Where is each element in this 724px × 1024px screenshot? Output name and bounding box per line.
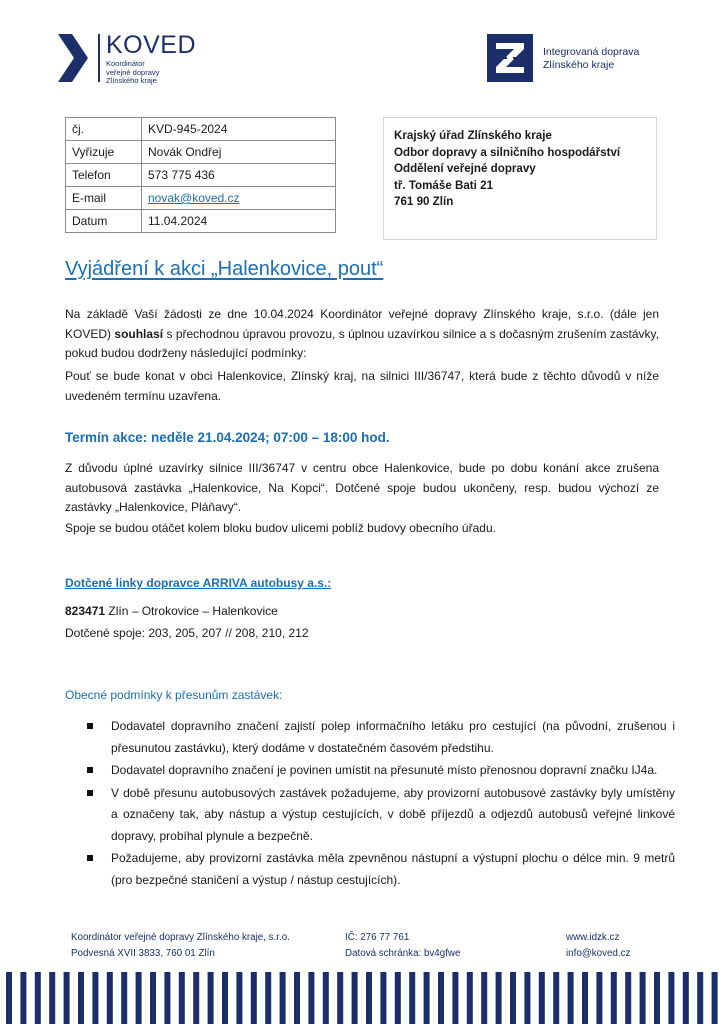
stripe — [582, 972, 588, 1024]
stripe — [280, 972, 286, 1024]
stripe — [35, 972, 41, 1024]
idzk-logo-text: Integrovaná doprava Zlínského kraje — [543, 46, 640, 71]
affected-line: 823471 Zlín – Otrokovice – Halenkovice — [65, 604, 278, 618]
decorative-stripes — [0, 968, 724, 1024]
general-conditions-heading: Obecné podmínky k přesunům zastávek: — [65, 688, 283, 702]
document-title: Vyjádření k akci „Halenkovice, pout“ — [65, 258, 384, 280]
list-item: V době přesunu autobusových zastávek požadujeme, aby provizorní autobusové zastávky byly umístěny a označeny tak, aby nástup a výstup cestujících, v době příjezdů a odjezdů autobusů veřejné linkové dopravy, probíhal plynule a bezpečně. — [83, 783, 675, 848]
stripe — [150, 972, 156, 1024]
list-item: Dodavatel dopravního značení je povinen umístit na přesunuté místo přenosnou dopravní značku IJ4a. — [83, 760, 675, 782]
email-cell — [142, 187, 336, 210]
stripe — [596, 972, 602, 1024]
stripe — [712, 972, 718, 1024]
table-row — [66, 141, 336, 164]
stripe — [92, 972, 98, 1024]
stripe — [395, 972, 401, 1024]
reference-info-table — [65, 117, 336, 233]
stripe — [352, 972, 358, 1024]
stripe — [668, 972, 674, 1024]
bullet-square-icon — [87, 767, 93, 773]
phone-label: Telefon — [66, 164, 142, 187]
bullet-square-icon — [87, 855, 93, 861]
stripe — [208, 972, 214, 1024]
conditions-list — [83, 716, 675, 892]
stripe — [481, 972, 487, 1024]
footer-ids: IČ: 276 77 761 Datová schránka: bv4gfwe — [345, 932, 461, 959]
idzk-logo — [487, 34, 667, 84]
stripe — [251, 972, 257, 1024]
table-row — [66, 164, 336, 187]
address-line: Krajský úřad Zlínského kraje — [394, 129, 552, 142]
stripe — [164, 972, 170, 1024]
footer-company: Koordinátor veřejné dopravy Zlínského kraje, s.r.o. Podvesná XVII 3833, 760 01 Zlín — [71, 932, 290, 959]
closure-paragraph: Z důvodu úplné uzavírky silnice III/36747 v centru obce Halenkovice, bude po dobu konání akce zrušena autobusová zastávka „Halenkovice, Na Kopci“. Dotčené spoje budou ukončeny, resp. budou výchozí ze zastávky „Halenkovice, Pláňavy“. — [65, 461, 659, 514]
stripe — [409, 972, 415, 1024]
list-item: Dodavatel dopravního značení zajistí polep informačního letáku pro cestující (na původní, zrušenou i přesunutou zastávku), který dodáme v dostatečném časovém předstihu. — [83, 716, 675, 759]
recipient-address — [383, 117, 657, 240]
list-item: Požadujeme, aby provizorní zastávka měla zpevněnou nástupní a výstupní plochu o délce min. 9 metrů (pro bezpečné staničení a výstup / nástup cestujících). — [83, 848, 675, 891]
koved-logo-name: KOVED — [106, 31, 197, 59]
idzk-z-logo-icon — [487, 34, 533, 82]
stripe — [265, 972, 271, 1024]
stripe — [366, 972, 372, 1024]
stripe — [524, 972, 530, 1024]
stripe — [568, 972, 574, 1024]
event-date-heading: Termín akce: neděle 21.04.2024; 07:00 – 18:00 hod. — [65, 430, 390, 445]
handler-label: Vyřizuje — [66, 141, 142, 164]
koved-logo — [58, 31, 197, 86]
footer-contacts — [566, 930, 630, 961]
affected-trips: Dotčené spoje: 203, 205, 207 // 208, 210, 212 — [65, 626, 309, 640]
stripe — [611, 972, 617, 1024]
stripe — [467, 972, 473, 1024]
phone-value: 573 775 436 — [142, 164, 336, 187]
stripe — [337, 972, 343, 1024]
table-row — [66, 210, 336, 233]
stripe — [323, 972, 329, 1024]
stripe — [136, 972, 142, 1024]
handler-value: Novák Ondřej — [142, 141, 336, 164]
stripe — [294, 972, 300, 1024]
bullet-square-icon — [87, 723, 93, 729]
stripe — [654, 972, 660, 1024]
table-row — [66, 118, 336, 141]
stripe — [496, 972, 502, 1024]
stripe — [193, 972, 199, 1024]
stripe — [6, 972, 12, 1024]
stripe — [380, 972, 386, 1024]
logo-divider — [98, 34, 100, 82]
date-label: Datum — [66, 210, 142, 233]
stripe — [236, 972, 242, 1024]
stripe — [510, 972, 516, 1024]
email-label: E-mail — [66, 187, 142, 210]
chevron-logo-icon — [58, 34, 94, 82]
event-location-paragraph: Pouť se bude konat v obci Halenkovice, Zlínský kraj, na silnici III/36747, která bude z těchto důvodů v níže uvedeném termínu uzavřena. — [65, 369, 659, 403]
stripe — [424, 972, 430, 1024]
footer-email-link[interactable]: info@koved.cz — [566, 947, 631, 959]
ref-value: KVD-945-2024 — [142, 118, 336, 141]
intro-paragraph: Na základě Vaší žádosti ze dne 10.04.2024 Koordinátor veřejné dopravy Zlínského kraje, s.r.o. (dále jen KOVED) souhlasí s přechodnou úpravou provozu, s úplnou uzavírkou silnice a s dočasným zrušením zastávky, pokud budou dodrženy následující podmínky: — [65, 307, 659, 360]
stripe — [539, 972, 545, 1024]
stripe — [683, 972, 689, 1024]
stripe — [179, 972, 185, 1024]
footer-web-link[interactable]: www.idzk.cz — [566, 932, 620, 943]
stripe — [697, 972, 703, 1024]
koved-logo-subtitle: Koordinátor veřejné dopravy Zlínského kraje — [106, 59, 160, 86]
stripe — [452, 972, 458, 1024]
table-row — [66, 187, 336, 210]
ref-label: čj. — [66, 118, 142, 141]
address-line: tř. Tomáše Bati 21 — [394, 178, 494, 192]
stripe — [20, 972, 26, 1024]
stripe — [640, 972, 646, 1024]
date-value: 11.04.2024 — [142, 210, 336, 233]
stripe — [78, 972, 84, 1024]
address-line: 761 90 Zlín — [394, 195, 454, 208]
stripe — [625, 972, 631, 1024]
stripe — [553, 972, 559, 1024]
email-link[interactable]: novak@koved.cz — [148, 191, 240, 205]
stripe — [64, 972, 70, 1024]
stripe — [308, 972, 314, 1024]
stripe — [49, 972, 55, 1024]
stripe — [121, 972, 127, 1024]
address-line: Oddělení veřejné dopravy — [394, 162, 536, 175]
stripe — [438, 972, 444, 1024]
affected-lines-heading: Dotčené linky dopravce ARRIVA autobusy a.s.: — [65, 576, 332, 590]
turnaround-paragraph: Spoje se budou otáčet kolem bloku budov ulicemi poblíž budovy obecního úřadu. — [65, 521, 496, 535]
stripe — [107, 972, 113, 1024]
bullet-square-icon — [87, 790, 93, 796]
address-line: Odbor dopravy a silničního hospodářství — [394, 145, 621, 159]
stripe — [222, 972, 228, 1024]
